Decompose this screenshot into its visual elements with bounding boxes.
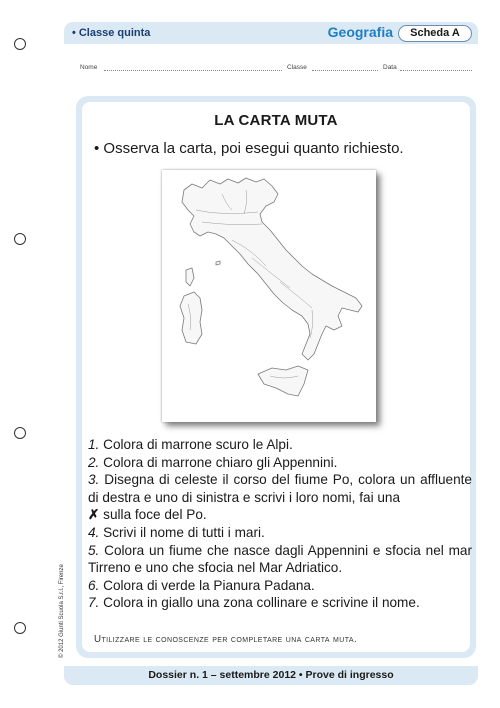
task-number: 6. [88,577,100,593]
task-text: Disegna di celeste il corso del fiume Po, colora un affluente di destra e uno di sinistra e scrivi i loro nomi, fai una [88,472,472,505]
task-number: 7. [88,595,100,611]
student-fields [80,64,476,76]
task-text: Colora in giallo una zona collinare e scrivine il nome. [99,595,420,611]
cross-mark-icon: ✗ [88,507,100,523]
task-text: Scrivi il nome di tutti i mari. [99,524,265,540]
task-text: Colora di marrone chiaro gli Appennini. [99,454,338,470]
task-text: Colora un fiume che nasce dagli Appennini e sfocia nel mar Tirreno e uno che sfocia nel Mar Adriatico. [88,542,472,576]
task-1 [88,436,472,454]
task-3 [88,471,472,524]
worksheet-panel [82,102,470,652]
task-5 [88,542,472,577]
task-number: 4. [88,524,100,540]
task-number: 1. [88,437,100,452]
task-text-after: sulla foce del Po. [99,507,207,523]
header-bar [64,22,478,44]
binder-hole-lower [14,427,26,439]
learning-objective: Utilizzare le conoscenze per completare una carta muta. [94,634,358,645]
task-list [88,436,472,612]
task-6 [88,577,472,595]
date-label: Data [383,64,397,71]
task-2 [88,454,472,472]
class-field[interactable] [312,70,378,71]
task-number: 3. [88,472,100,488]
grade-label: • Classe quinta [72,27,151,39]
task-text: Colora di marrone scuro le Alpi. [99,437,293,452]
binder-hole-top [14,38,26,50]
instruction-text: • Osserva la carta, poi esegui quanto richiesto. [94,140,404,157]
date-field[interactable] [400,70,472,71]
task-7 [88,594,472,612]
sheet-tab: Scheda A [398,25,472,42]
worksheet-title: LA CARTA MUTA [214,112,338,129]
binder-hole-bottom [14,622,26,634]
italy-blank-map-icon [162,170,376,422]
name-field[interactable] [104,70,282,71]
grade-text: Classe quinta [78,27,151,39]
task-text: Colora di verde la Pianura Padana. [99,577,315,593]
task-number: 5. [88,542,100,558]
task-4 [88,524,472,542]
binder-hole-upper [14,233,26,245]
name-label: Nome [80,64,98,71]
blank-map [162,170,376,422]
worksheet-frame [76,96,476,658]
class-label: Classe [287,64,307,71]
copyright-notice: © 2012 Giunti Scuola S.r.l., Firenze [59,564,65,658]
footer-bar: Dossier n. 1 – settembre 2012 • Prove di ingresso [64,666,478,685]
task-number: 2. [88,454,100,470]
subject-label: Geografia [327,24,393,40]
